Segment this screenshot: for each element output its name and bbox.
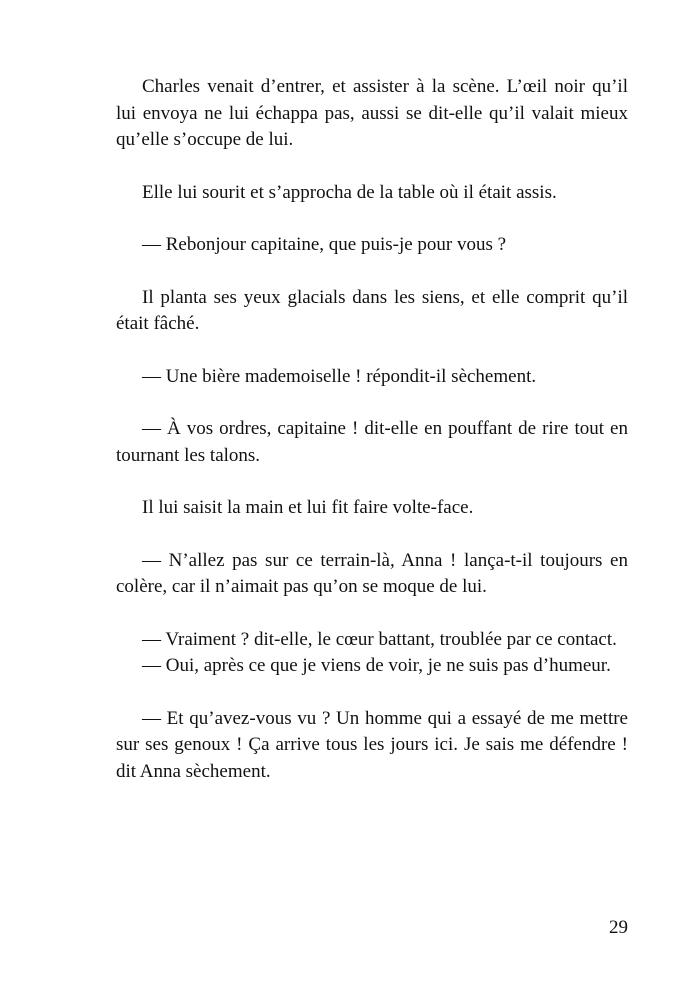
paragraph-8: — N’allez pas sur ce terrain-là, Anna ! lança-t-il toujours en colère, car il n’aimait pas qu’on se moque de lui.	[116, 549, 628, 597]
paragraph-1: Charles venait d’entrer, et assister à la scène. L’œil noir qu’il lui envoya ne lui échappa pas, aussi se dit-elle qu’il valait mieux qu’elle s’occupe de lui.	[116, 76, 628, 150]
page-number: 29	[609, 917, 628, 938]
paragraph-4: Il planta ses yeux glacials dans les siens, et elle comprit qu’il était fâché.	[116, 286, 628, 334]
paragraph-11: — Et qu’avez-vous vu ? Un homme qui a essayé de me mettre sur ses genoux ! Ça arrive tous les jours ici. Je sais me défendre ! dit Anna sèchement.	[116, 707, 628, 782]
paragraph-6: — À vos ordres, capitaine ! dit-elle en pouffant de rire tout en tournant les talons.	[116, 418, 628, 466]
paragraph-5: — Une bière mademoiselle ! répondit-il sèchement.	[142, 365, 537, 387]
paragraph-2: Elle lui sourit et s’approcha de la table où il était assis.	[142, 181, 557, 203]
paragraph-7: Il lui saisit la main et lui fit faire volte-face.	[142, 497, 474, 518]
paragraph-3: — Rebonjour capitaine, que puis-je pour vous ?	[142, 234, 507, 255]
paragraph-9: — Vraiment ? dit-elle, le cœur battant, troublée par ce contact.	[142, 628, 617, 650]
text-body	[116, 74, 628, 811]
paragraph-10: — Oui, après ce que je viens de voir, je ne suis pas d’humeur.	[142, 655, 611, 676]
